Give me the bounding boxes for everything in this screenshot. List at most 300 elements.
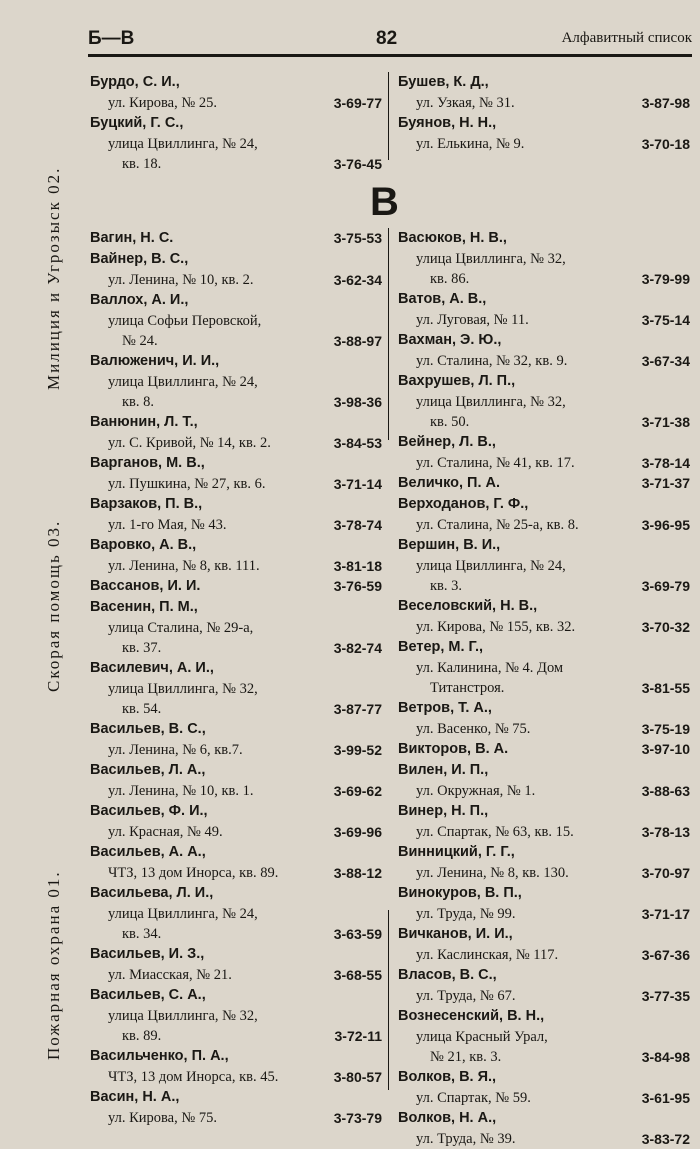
directory-entry (90, 351, 382, 412)
entry-phone: 3-63-59 (333, 926, 382, 942)
directory-entry (398, 432, 690, 473)
directory-entry (398, 760, 690, 801)
entry-phone: 3-80-57 (333, 1069, 382, 1085)
directory-entry (90, 576, 382, 597)
entry-address: улица Цвиллинга, № 32, (416, 251, 566, 267)
entry-phone: 3-76-45 (333, 156, 382, 172)
entry-address: ул. Труда, № 67. (416, 988, 516, 1004)
entry-name-row (398, 760, 690, 781)
directory-entry (398, 883, 690, 924)
entry-name-row (90, 290, 382, 311)
entry-phone: 3-75-53 (333, 230, 382, 246)
entry-phone: 3-71-14 (333, 476, 382, 492)
entry-name-row (90, 351, 382, 372)
entry-address: кв. 34. (122, 926, 162, 942)
entry-address-line (398, 576, 690, 596)
entry-address: кв. 89. (122, 1028, 162, 1044)
entry-name: Вассанов, И. И. (90, 578, 201, 594)
entry-address-line (90, 433, 382, 453)
entry-name: Вейнер, Л. В., (398, 434, 496, 450)
directory-entry (398, 113, 690, 154)
entry-phone: 3-71-37 (641, 475, 690, 491)
entry-name-row (398, 801, 690, 822)
entry-name-row (90, 719, 382, 740)
entry-name: Вичканов, И. И., (398, 926, 513, 942)
entry-phone: 3-88-97 (333, 333, 382, 349)
entry-name: Вершин, В. И., (398, 537, 501, 553)
entry-name-row (90, 494, 382, 515)
entry-phone: 3-68-55 (333, 967, 382, 983)
directory-entry (398, 330, 690, 371)
entry-phone: 3-82-74 (333, 640, 382, 656)
entry-address-line (90, 781, 382, 801)
entry-name: Викторов, В. А. (398, 741, 509, 757)
entry-address: ул. Ленина, № 8, кв. 130. (416, 865, 569, 881)
entry-address: ул. Васенко, № 75. (416, 721, 531, 737)
entry-address: улица Цвиллинга, № 24, (108, 906, 258, 922)
entry-name-row (90, 412, 382, 433)
entry-address-line (90, 515, 382, 535)
entry-address: № 21, кв. 3. (430, 1049, 502, 1065)
directory-entry (90, 719, 382, 760)
entry-address-line (398, 863, 690, 883)
directory-entry (398, 494, 690, 535)
entry-address-line (398, 556, 690, 576)
entry-address-line (398, 269, 690, 289)
entry-name-row (398, 1006, 690, 1027)
directory-entry (90, 842, 382, 883)
entry-name: Валлох, А. И., (90, 292, 189, 308)
entry-name-row (398, 113, 690, 134)
entry-address-line (90, 924, 382, 944)
entry-phone: 3-84-53 (333, 435, 382, 451)
entry-address: улица Сталина, № 29-а, (108, 620, 254, 636)
entry-name: Васильев, В. С., (90, 721, 206, 737)
directory-entry (90, 72, 382, 113)
entry-address: ул. Узкая, № 31. (416, 95, 515, 111)
column-divider-mid (388, 228, 389, 440)
entry-name-row (90, 801, 382, 822)
entry-address: улица Цвиллинга, № 24, (108, 374, 258, 390)
entry-name-row (90, 1046, 382, 1067)
entry-phone: 3-79-99 (641, 271, 690, 287)
entry-address-line (398, 412, 690, 432)
directory-entry (398, 596, 690, 637)
entry-address-line (90, 93, 382, 113)
header-letters: Б—В (88, 28, 135, 49)
entry-address-line (90, 372, 382, 392)
entry-address-line (398, 93, 690, 113)
column-divider-top (388, 72, 389, 160)
entry-address: ул. Спартак, № 59. (416, 1090, 531, 1106)
entry-name: Варганов, М. В., (90, 455, 205, 471)
directory-entry (398, 637, 690, 698)
entry-name-row (398, 432, 690, 453)
entry-name-row (90, 883, 382, 904)
entry-address-line (398, 310, 690, 330)
entry-address: ул. Кирова, № 75. (108, 1110, 217, 1126)
entry-name: Винницкий, Г. Г., (398, 844, 515, 860)
entry-address-line (90, 965, 382, 985)
entry-name: Винер, Н. П., (398, 803, 489, 819)
entry-address: ул. Калинина, № 4. Дом (416, 660, 564, 676)
entry-phone: 3-76-59 (333, 578, 382, 594)
entry-address-line (398, 134, 690, 154)
directory-entry (90, 494, 382, 535)
entry-address: ул. Ленина, № 6, кв.7. (108, 742, 243, 758)
directory-entry (90, 883, 382, 944)
entry-name: Власов, В. С., (398, 967, 497, 983)
entry-phone: 3-78-74 (333, 517, 382, 533)
entry-name-row (398, 494, 690, 515)
entry-name: Вилен, И. П., (398, 762, 489, 778)
entry-address: ул. Кирова, № 25. (108, 95, 217, 111)
entry-phone: 3-77-35 (641, 988, 690, 1004)
entry-phone: 3-70-32 (641, 619, 690, 635)
entry-name-row (90, 1087, 382, 1108)
entry-address-line (398, 392, 690, 412)
entry-name: Васильева, Л. И., (90, 885, 214, 901)
entry-address: № 24. (122, 333, 158, 349)
entry-name: Варзаков, П. В., (90, 496, 203, 512)
entry-name: Васюков, Н. В., (398, 230, 507, 246)
entry-address: кв. 50. (430, 414, 470, 430)
entry-name: Василевич, А. И., (90, 660, 214, 676)
directory-entry (90, 597, 382, 658)
entry-phone: 3-69-79 (641, 578, 690, 594)
entry-address-line (398, 719, 690, 739)
entry-address: улица Цвиллинга, № 24, (108, 136, 258, 152)
entry-address-line (398, 1027, 690, 1047)
entry-phone: 3-69-77 (333, 95, 382, 111)
entry-name-row (90, 453, 382, 474)
entry-name-row (398, 596, 690, 617)
entry-address-line (398, 1047, 690, 1067)
entry-address-line (398, 617, 690, 637)
entry-address-line (90, 1108, 382, 1128)
entry-address: Титанстроя. (430, 680, 505, 696)
entry-address: ул. С. Кривой, № 14, кв. 2. (108, 435, 271, 451)
entry-address: ул. Сталина, № 32, кв. 9. (416, 353, 568, 369)
entry-address-line (398, 515, 690, 535)
entry-phone: 3-98-36 (333, 394, 382, 410)
entry-address: кв. 86. (430, 271, 470, 287)
entry-name-row (398, 473, 690, 494)
entry-name-row (398, 1108, 690, 1129)
entry-phone: 3-75-14 (641, 312, 690, 328)
entry-name: Васин, Н. А., (90, 1089, 180, 1105)
directory-entry (398, 473, 690, 494)
side-fire: Пожарная охрана 01. (44, 870, 63, 1060)
entry-name-row (90, 944, 382, 965)
entry-name: Васильев, Ф. И., (90, 803, 208, 819)
directory-entry (398, 1067, 690, 1108)
entry-name-row (398, 924, 690, 945)
directory-entry (90, 944, 382, 985)
entry-address-line (398, 1088, 690, 1108)
entry-name: Вагин, Н. С. (90, 230, 174, 246)
entry-address-line (398, 822, 690, 842)
entry-name-row (398, 289, 690, 310)
entry-name: Буянов, Н. Н., (398, 115, 497, 131)
entry-phone: 3-62-34 (333, 272, 382, 288)
entry-name-row (90, 228, 382, 249)
entry-address: кв. 54. (122, 701, 162, 717)
entry-name-row (398, 72, 690, 93)
entry-address: ул. Пушкина, № 27, кв. 6. (108, 476, 266, 492)
right-column (398, 228, 690, 1149)
entry-name: Волков, Н. А., (398, 1110, 497, 1126)
entry-phone: 3-71-17 (641, 906, 690, 922)
entry-name-row (398, 739, 690, 760)
directory-entry (398, 698, 690, 739)
entry-address: кв. 37. (122, 640, 162, 656)
entry-name-row (398, 842, 690, 863)
entry-address: улица Красный Урал, (416, 1029, 548, 1045)
entry-address-line (90, 556, 382, 576)
entry-address: ул. Елькина, № 9. (416, 136, 525, 152)
entry-address: ул. Сталина, № 25-а, кв. 8. (416, 517, 579, 533)
entry-name: Винокуров, В. П., (398, 885, 522, 901)
entry-phone: 3-81-55 (641, 680, 690, 696)
directory-entry (90, 760, 382, 801)
entry-address-line (90, 134, 382, 154)
entry-name: Васильев, А. А., (90, 844, 206, 860)
directory-entry (90, 535, 382, 576)
side-emergency-numbers (44, 60, 72, 1060)
entry-address-line (398, 658, 690, 678)
entry-phone: 3-99-52 (333, 742, 382, 758)
left-column (90, 228, 382, 1128)
entry-address: улица Цвиллинга, № 32, (416, 394, 566, 410)
page-number: 82 (376, 28, 398, 49)
entry-name: Валюженич, И. И., (90, 353, 220, 369)
header-title: Алфавитный список (561, 30, 692, 46)
entry-address-line (90, 699, 382, 719)
entry-name-row (90, 658, 382, 679)
entry-phone: 3-84-98 (641, 1049, 690, 1065)
entry-name-row (398, 965, 690, 986)
entry-name-row (90, 576, 382, 597)
entry-phone: 3-73-79 (333, 1110, 382, 1126)
entry-address-line (90, 904, 382, 924)
top-left-column (90, 72, 382, 174)
side-police: Милиция и Угрозыск 02. (44, 166, 63, 390)
entry-name: Буцкий, Г. С., (90, 115, 184, 131)
entry-name-row (398, 371, 690, 392)
entry-address: улица Софьи Перовской, (108, 313, 262, 329)
entry-phone: 3-97-10 (641, 741, 690, 757)
entry-name-row (398, 330, 690, 351)
entry-address: ЧТЗ, 13 дом Инорса, кв. 89. (108, 865, 279, 881)
entry-name: Веселовский, Н. В., (398, 598, 538, 614)
entry-address: кв. 3. (430, 578, 463, 594)
entry-name-row (398, 637, 690, 658)
entry-address-line (398, 781, 690, 801)
entry-name: Варовко, А. В., (90, 537, 197, 553)
entry-name: Ватов, А. В., (398, 291, 487, 307)
entry-address: ул. Кирова, № 155, кв. 32. (416, 619, 576, 635)
entry-phone: 3-78-13 (641, 824, 690, 840)
entry-name: Волков, В. Я., (398, 1069, 497, 1085)
directory-entry (398, 801, 690, 842)
entry-phone: 3-75-19 (641, 721, 690, 737)
entry-name-row (90, 113, 382, 134)
entry-phone: 3-72-11 (334, 1028, 382, 1044)
entry-address-line (398, 678, 690, 698)
directory-entry (398, 289, 690, 330)
entry-phone: 3-87-77 (333, 701, 382, 717)
directory-entry (398, 842, 690, 883)
entry-address-line (90, 311, 382, 331)
entry-address-line (90, 1006, 382, 1026)
directory-entry (398, 535, 690, 596)
entry-address: улица Цвиллинга, № 32, (108, 681, 258, 697)
entry-address: ул. Ленина, № 10, кв. 2. (108, 272, 254, 288)
entry-name-row (90, 985, 382, 1006)
directory-entry (90, 1087, 382, 1128)
entry-name: Васильев, С. А., (90, 987, 206, 1003)
entry-name: Васильев, И. З., (90, 946, 205, 962)
entry-address: улица Цвиллинга, № 24, (416, 558, 566, 574)
directory-entry (90, 228, 382, 249)
page-header (88, 28, 692, 52)
entry-address: кв. 8. (122, 394, 155, 410)
entry-name-row (398, 698, 690, 719)
entry-name: Величко, П. А. (398, 475, 501, 491)
entry-address-line (90, 618, 382, 638)
top-right-column (398, 72, 690, 154)
column-divider-bottom (388, 910, 389, 1090)
entry-phone: 3-69-62 (333, 783, 382, 799)
directory-entry (90, 249, 382, 290)
directory-entry (398, 1006, 690, 1067)
entry-phone: 3-70-97 (641, 865, 690, 881)
entry-phone: 3-61-95 (641, 1090, 690, 1106)
entry-address-line (90, 154, 382, 174)
directory-entry (398, 965, 690, 1006)
entry-phone: 3-78-14 (641, 455, 690, 471)
entry-address-line (398, 249, 690, 269)
entry-name-row (90, 535, 382, 556)
entry-address: ул. Ленина, № 10, кв. 1. (108, 783, 254, 799)
entry-address: ул. Труда, № 99. (416, 906, 516, 922)
directory-entry (90, 1046, 382, 1087)
entry-address: ул. Ленина, № 8, кв. 111. (108, 558, 260, 574)
entry-address: ул. Спартак, № 63, кв. 15. (416, 824, 574, 840)
entry-address-line (398, 1129, 690, 1149)
entry-name-row (90, 597, 382, 618)
entry-address-line (90, 679, 382, 699)
entry-address-line (90, 270, 382, 290)
directory-entry (398, 924, 690, 965)
entry-name: Верходанов, Г. Ф., (398, 496, 529, 512)
entry-name-row (398, 228, 690, 249)
entry-name-row (90, 72, 382, 93)
side-ambulance: Скорая помощь 03. (44, 519, 63, 692)
entry-name-row (90, 842, 382, 863)
entry-phone: 3-87-98 (641, 95, 690, 111)
directory-entry (398, 228, 690, 289)
entry-name-row (398, 1067, 690, 1088)
entry-address-line (398, 945, 690, 965)
entry-name: Вахман, Э. Ю., (398, 332, 502, 348)
entry-name: Васильченко, П. А., (90, 1048, 229, 1064)
directory-entry (90, 412, 382, 453)
entry-address: ул. Красная, № 49. (108, 824, 223, 840)
entry-phone: 3-70-18 (641, 136, 690, 152)
directory-entry (90, 985, 382, 1046)
directory-entry (90, 658, 382, 719)
entry-address-line (398, 351, 690, 371)
entry-name: Вахрушев, Л. П., (398, 373, 516, 389)
entry-address: ул. Миасская, № 21. (108, 967, 232, 983)
entry-phone: 3-69-96 (333, 824, 382, 840)
directory-entry (398, 72, 690, 113)
entry-phone: 3-71-38 (641, 414, 690, 430)
entry-address: ул. Труда, № 39. (416, 1131, 516, 1147)
entry-name-row (398, 535, 690, 556)
entry-address: ул. Луговая, № 11. (416, 312, 529, 328)
entry-name-row (398, 883, 690, 904)
entry-phone: 3-83-72 (641, 1131, 690, 1147)
entry-phone: 3-88-63 (641, 783, 690, 799)
entry-address-line (398, 986, 690, 1006)
entry-address-line (90, 638, 382, 658)
header-rule (88, 54, 692, 57)
entry-phone: 3-67-36 (641, 947, 690, 963)
entry-name-row (90, 760, 382, 781)
directory-entry (90, 290, 382, 351)
entry-phone: 3-67-34 (641, 353, 690, 369)
entry-name: Бушев, К. Д., (398, 74, 489, 90)
entry-address: ул. 1-го Мая, № 43. (108, 517, 227, 533)
entry-name: Вознесенский, В. Н., (398, 1008, 545, 1024)
entry-address-line (90, 863, 382, 883)
entry-address-line (90, 1067, 382, 1087)
entry-address-line (90, 1026, 382, 1046)
entry-address: ул. Окружная, № 1. (416, 783, 536, 799)
directory-entry (398, 371, 690, 432)
entry-address: ЧТЗ, 13 дом Инорса, кв. 45. (108, 1069, 279, 1085)
entry-name-row (90, 249, 382, 270)
entry-address: ул. Каслинская, № 117. (416, 947, 559, 963)
entry-address: кв. 18. (122, 156, 162, 172)
entry-phone: 3-88-12 (333, 865, 382, 881)
entry-address: улица Цвиллинга, № 32, (108, 1008, 258, 1024)
entry-address-line (398, 904, 690, 924)
entry-name: Ветров, Т. А., (398, 700, 492, 716)
entry-name: Васенин, П. М., (90, 599, 198, 615)
entry-address: ул. Сталина, № 41, кв. 17. (416, 455, 575, 471)
directory-entry (90, 801, 382, 842)
entry-name: Васильев, Л. А., (90, 762, 206, 778)
section-letter: В (370, 180, 399, 224)
directory-entry (398, 1108, 690, 1149)
entry-name: Ванюнин, Л. Т., (90, 414, 198, 430)
entry-address-line (90, 822, 382, 842)
entry-phone: 3-96-95 (641, 517, 690, 533)
entry-address-line (90, 392, 382, 412)
directory-entry (90, 453, 382, 494)
directory-entry (398, 739, 690, 760)
entry-name: Вайнер, В. С., (90, 251, 189, 267)
entry-address-line (90, 331, 382, 351)
entry-name: Бурдо, С. И., (90, 74, 180, 90)
directory-entry (90, 113, 382, 174)
entry-address-line (90, 474, 382, 494)
entry-address-line (90, 740, 382, 760)
